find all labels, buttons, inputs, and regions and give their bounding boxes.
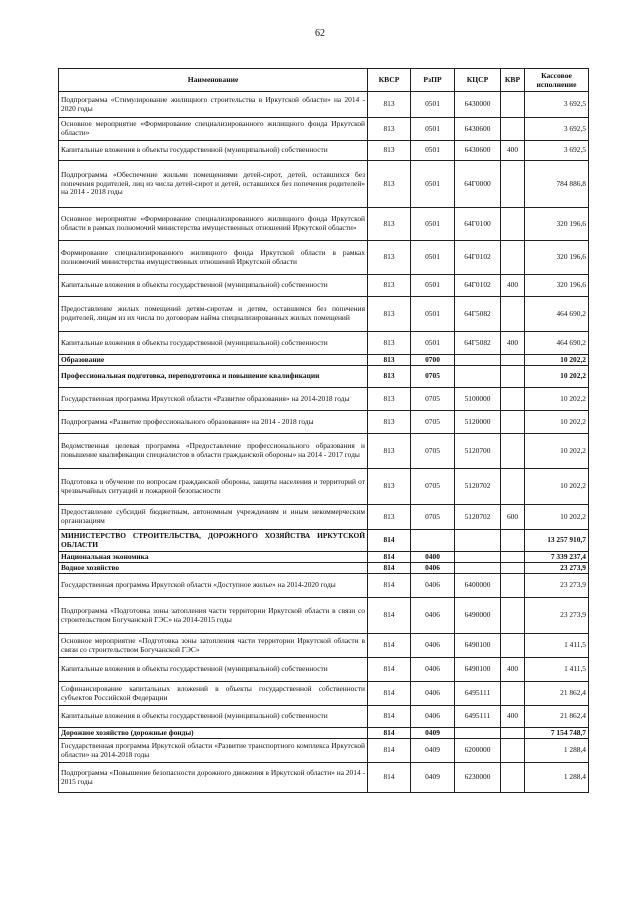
cell-kvr: 400 — [501, 332, 525, 355]
cell-kcsr: 64Г0102 — [455, 241, 501, 275]
cell-name: Капитальные вложения в объекты государственной (муниципальной) собственности — [59, 332, 368, 355]
cell-name: Профессиональная подготовка, переподготовка и повышение квалификации — [59, 366, 368, 388]
cell-kcsr: 64Г5082 — [455, 332, 501, 355]
table-row — [59, 332, 589, 355]
cell-amount: 1 288,4 — [525, 739, 589, 763]
cell-rzpr: 0406 — [411, 598, 455, 634]
cell-kvsr: 814 — [368, 598, 411, 634]
cell-kvsr: 813 — [368, 275, 411, 297]
header-kvr: КВР — [501, 69, 525, 92]
cell-amount: 21 862,4 — [525, 706, 589, 728]
cell-name: Водное хозяйство — [59, 563, 368, 574]
cell-rzpr: 0406 — [411, 634, 455, 658]
cell-kvr — [501, 634, 525, 658]
table-row — [59, 411, 589, 434]
cell-kvr — [501, 563, 525, 574]
cell-rzpr: 0406 — [411, 658, 455, 682]
cell-amount: 10 202,2 — [525, 366, 589, 388]
cell-kvr — [501, 92, 525, 118]
table-row — [59, 552, 589, 563]
table-row — [59, 658, 589, 682]
cell-rzpr: 0705 — [411, 411, 455, 434]
cell-amount: 10 202,2 — [525, 434, 589, 469]
cell-name: Основное мероприятие «Формирование специализированного жилищного фонда Иркутской области» — [59, 118, 368, 141]
cell-kcsr — [455, 728, 501, 739]
cell-kcsr: 6495111 — [455, 682, 501, 706]
cell-kvsr: 813 — [368, 118, 411, 141]
cell-amount: 13 257 910,7 — [525, 530, 589, 552]
cell-kvsr: 814 — [368, 574, 411, 598]
cell-kvsr: 813 — [368, 388, 411, 411]
cell-kvsr: 813 — [368, 161, 411, 208]
table-row — [59, 634, 589, 658]
cell-kvsr: 814 — [368, 563, 411, 574]
cell-kcsr: 5120702 — [455, 469, 501, 505]
cell-name: Основное мероприятие «Формирование специализированного жилищного фонда Иркутской области в рамках полномочий министерства имущественных отношений Иркутской области» — [59, 208, 368, 241]
cell-kvr — [501, 530, 525, 552]
header-amount: Кассовое исполнение — [525, 69, 589, 92]
cell-rzpr: 0705 — [411, 469, 455, 505]
header-kvsr: КВСР — [368, 69, 411, 92]
table-row — [59, 505, 589, 530]
cell-kvsr: 814 — [368, 728, 411, 739]
cell-amount: 3 692,5 — [525, 92, 589, 118]
header-rzpr: РзПР — [411, 69, 455, 92]
table-row — [59, 355, 589, 366]
cell-kvr: 400 — [501, 658, 525, 682]
cell-rzpr: 0705 — [411, 388, 455, 411]
cell-name: Софинансирование капитальных вложений в объекты государственной собственности субъектов Российской Федерации — [59, 682, 368, 706]
cell-kcsr — [455, 563, 501, 574]
cell-kvr — [501, 763, 525, 793]
budget-table — [58, 68, 589, 793]
cell-kvr: 600 — [501, 505, 525, 530]
table-row — [59, 682, 589, 706]
table-row — [59, 141, 589, 161]
table-row — [59, 366, 589, 388]
cell-kvr: 400 — [501, 706, 525, 728]
cell-kcsr: 6430000 — [455, 92, 501, 118]
cell-kvsr: 814 — [368, 706, 411, 728]
cell-kcsr: 6490000 — [455, 598, 501, 634]
cell-kvsr: 814 — [368, 552, 411, 563]
cell-amount: 10 202,2 — [525, 505, 589, 530]
cell-amount: 320 196,6 — [525, 275, 589, 297]
cell-kcsr — [455, 366, 501, 388]
cell-rzpr: 0705 — [411, 505, 455, 530]
cell-kcsr: 6495111 — [455, 706, 501, 728]
cell-kvsr: 814 — [368, 658, 411, 682]
cell-rzpr: 0700 — [411, 355, 455, 366]
cell-kvsr: 813 — [368, 141, 411, 161]
cell-name: Государственная программа Иркутской области «Развитие образования» на 2014-2018 годы — [59, 388, 368, 411]
cell-kvsr: 813 — [368, 434, 411, 469]
cell-kcsr — [455, 552, 501, 563]
cell-name: Формирование специализированного жилищного фонда Иркутской области в рамках полномочий министерства имущественных отношений Иркутской области — [59, 241, 368, 275]
table-row — [59, 275, 589, 297]
table-row — [59, 161, 589, 208]
cell-kvr — [501, 208, 525, 241]
cell-name: Подпрограмма «Повышение безопасности дорожного движения в Иркутской области» на 2014 - 2015 годы — [59, 763, 368, 793]
table-row — [59, 530, 589, 552]
cell-amount: 464 690,2 — [525, 297, 589, 332]
cell-amount: 10 202,2 — [525, 469, 589, 505]
cell-amount: 1 288,4 — [525, 763, 589, 793]
cell-kvr — [501, 411, 525, 434]
cell-rzpr: 0501 — [411, 241, 455, 275]
header-name: Наименование — [59, 69, 368, 92]
table-row — [59, 388, 589, 411]
cell-kvsr: 814 — [368, 682, 411, 706]
cell-kvr — [501, 598, 525, 634]
cell-kvsr: 813 — [368, 208, 411, 241]
cell-kvr — [501, 574, 525, 598]
cell-kvr — [501, 297, 525, 332]
cell-kvr — [501, 552, 525, 563]
cell-name: Государственная программа Иркутской области «Доступное жилье» на 2014-2020 годы — [59, 574, 368, 598]
cell-rzpr: 0501 — [411, 141, 455, 161]
table-row — [59, 297, 589, 332]
cell-kvr: 400 — [501, 275, 525, 297]
cell-name: Предоставление жилых помещений детям-сиротам и детям, оставшимся без попечения родителей, лицам из их числа по договорам найма специализированных жилых помещений — [59, 297, 368, 332]
cell-name: Государственная программа Иркутской области «Развитие транспортного комплекса Иркутской области» на 2014-2018 годы — [59, 739, 368, 763]
cell-rzpr: 0501 — [411, 208, 455, 241]
table-row — [59, 92, 589, 118]
cell-kvr — [501, 739, 525, 763]
cell-kvr: 400 — [501, 141, 525, 161]
cell-rzpr: 0501 — [411, 275, 455, 297]
cell-kvsr: 813 — [368, 332, 411, 355]
cell-kvr — [501, 118, 525, 141]
cell-kvr — [501, 682, 525, 706]
table-body — [59, 92, 589, 793]
cell-kvr — [501, 469, 525, 505]
cell-kcsr: 5120000 — [455, 411, 501, 434]
table-row — [59, 434, 589, 469]
cell-kvsr: 813 — [368, 92, 411, 118]
cell-kcsr: 6200000 — [455, 739, 501, 763]
cell-kcsr: 6490100 — [455, 634, 501, 658]
cell-name: Основное мероприятие «Подготовка зоны затопления части территории Иркутской области в связи со строительством Богучанской ГЭС» — [59, 634, 368, 658]
cell-amount: 10 202,2 — [525, 355, 589, 366]
cell-rzpr: 0501 — [411, 92, 455, 118]
cell-amount: 320 196,6 — [525, 241, 589, 275]
cell-kvr — [501, 388, 525, 411]
cell-rzpr: 0501 — [411, 118, 455, 141]
cell-kvsr: 813 — [368, 241, 411, 275]
cell-rzpr: 0406 — [411, 574, 455, 598]
cell-amount: 23 273,9 — [525, 563, 589, 574]
table-row — [59, 728, 589, 739]
cell-rzpr: 0409 — [411, 763, 455, 793]
cell-kcsr: 6230000 — [455, 763, 501, 793]
cell-name: Подпрограмма «Развитие профессионального образования» на 2014 - 2018 годы — [59, 411, 368, 434]
cell-kcsr: 6400000 — [455, 574, 501, 598]
cell-rzpr: 0409 — [411, 728, 455, 739]
cell-name: Национальная экономика — [59, 552, 368, 563]
cell-kvsr: 813 — [368, 505, 411, 530]
cell-amount: 3 692,5 — [525, 118, 589, 141]
cell-rzpr: 0501 — [411, 332, 455, 355]
cell-name: Подготовка и обучение по вопросам гражданской обороны, защиты населения и территорий от чрезвычайных ситуаций и пожарной безопасности — [59, 469, 368, 505]
header-kcsr: КЦСР — [455, 69, 501, 92]
table-row — [59, 241, 589, 275]
cell-rzpr: 0400 — [411, 552, 455, 563]
table-row — [59, 563, 589, 574]
table-row — [59, 763, 589, 793]
cell-name: Капитальные вложения в объекты государственной (муниципальной) собственности — [59, 141, 368, 161]
cell-kvsr: 813 — [368, 366, 411, 388]
cell-kcsr: 64Г0000 — [455, 161, 501, 208]
cell-rzpr: 0705 — [411, 434, 455, 469]
cell-name: Подпрограмма «Подготовка зоны затопления части территории Иркутской области в связи со строительством Богучанской ГЭС» на 2014-2015 годы — [59, 598, 368, 634]
cell-name: Капитальные вложения в объекты государственной (муниципальной) собственности — [59, 275, 368, 297]
cell-rzpr: 0705 — [411, 366, 455, 388]
cell-rzpr: 0501 — [411, 161, 455, 208]
cell-name: Капитальные вложения в объекты государственной (муниципальной) собственности — [59, 658, 368, 682]
cell-amount: 464 690,2 — [525, 332, 589, 355]
table-row — [59, 739, 589, 763]
cell-kcsr: 6430600 — [455, 118, 501, 141]
cell-name: Образование — [59, 355, 368, 366]
cell-rzpr — [411, 530, 455, 552]
cell-kvr — [501, 161, 525, 208]
cell-kcsr: 5120702 — [455, 505, 501, 530]
cell-amount: 7 154 748,7 — [525, 728, 589, 739]
cell-kvr — [501, 241, 525, 275]
cell-kcsr — [455, 530, 501, 552]
cell-rzpr: 0406 — [411, 563, 455, 574]
cell-amount: 1 411,5 — [525, 634, 589, 658]
cell-amount: 21 862,4 — [525, 682, 589, 706]
cell-rzpr: 0406 — [411, 682, 455, 706]
cell-kvsr: 814 — [368, 739, 411, 763]
cell-kcsr: 6430600 — [455, 141, 501, 161]
cell-name: Подпрограмма «Стимулирование жилищного строительства в Иркутской области» на 2014 - 2020 годы — [59, 92, 368, 118]
cell-rzpr: 0406 — [411, 706, 455, 728]
cell-amount: 1 411,5 — [525, 658, 589, 682]
cell-rzpr: 0501 — [411, 297, 455, 332]
cell-kcsr: 5120700 — [455, 434, 501, 469]
cell-name: Дорожное хозяйство (дорожные фонды) — [59, 728, 368, 739]
cell-kcsr — [455, 355, 501, 366]
table-row — [59, 706, 589, 728]
cell-kvr — [501, 728, 525, 739]
cell-kvsr: 814 — [368, 634, 411, 658]
cell-kvsr: 814 — [368, 530, 411, 552]
cell-amount: 3 692,5 — [525, 141, 589, 161]
page-number: 62 — [315, 28, 325, 39]
cell-amount: 320 196,6 — [525, 208, 589, 241]
table-row — [59, 574, 589, 598]
table-row — [59, 469, 589, 505]
cell-kcsr: 5100000 — [455, 388, 501, 411]
cell-kcsr: 64Г0102 — [455, 275, 501, 297]
cell-kcsr: 6490100 — [455, 658, 501, 682]
cell-kcsr: 64Г5082 — [455, 297, 501, 332]
cell-amount: 10 202,2 — [525, 411, 589, 434]
cell-name: Капитальные вложения в объекты государственной (муниципальной) собственности — [59, 706, 368, 728]
cell-kvsr: 813 — [368, 411, 411, 434]
cell-name: МИНИСТЕРСТВО СТРОИТЕЛЬСТВА, ДОРОЖНОГО ХОЗЯЙСТВА ИРКУТСКОЙ ОБЛАСТИ — [59, 530, 368, 552]
cell-rzpr: 0409 — [411, 739, 455, 763]
table-row — [59, 208, 589, 241]
table-row — [59, 118, 589, 141]
cell-kvr — [501, 434, 525, 469]
cell-name: Предоставление субсидий бюджетным, автономным учреждениям и иным некоммерческим организациям — [59, 505, 368, 530]
cell-amount: 7 339 237,4 — [525, 552, 589, 563]
cell-kvr — [501, 366, 525, 388]
table-header-row — [59, 69, 589, 92]
cell-kvsr: 813 — [368, 297, 411, 332]
cell-name: Ведомственная целевая программа «Предоставление профессионального образования и повышение квалификации специалистов в области гражданской обороны» на 2014 - 2017 годы — [59, 434, 368, 469]
cell-amount: 784 886,8 — [525, 161, 589, 208]
cell-kvsr: 814 — [368, 763, 411, 793]
cell-amount: 23 273,9 — [525, 598, 589, 634]
cell-kvr — [501, 355, 525, 366]
cell-kcsr: 64Г0100 — [455, 208, 501, 241]
cell-name: Подпрограмма «Обеспечение жильми помещениями детей-сирот, детей, оставшихся без попечения родителей, лиц из числа детей-сирот и детей, оставшихся без попечения родителей» на 2014 - 2018 годы — [59, 161, 368, 208]
cell-amount: 23 273,9 — [525, 574, 589, 598]
cell-kvsr: 813 — [368, 355, 411, 366]
cell-kvsr: 813 — [368, 469, 411, 505]
cell-amount: 10 202,2 — [525, 388, 589, 411]
table-row — [59, 598, 589, 634]
